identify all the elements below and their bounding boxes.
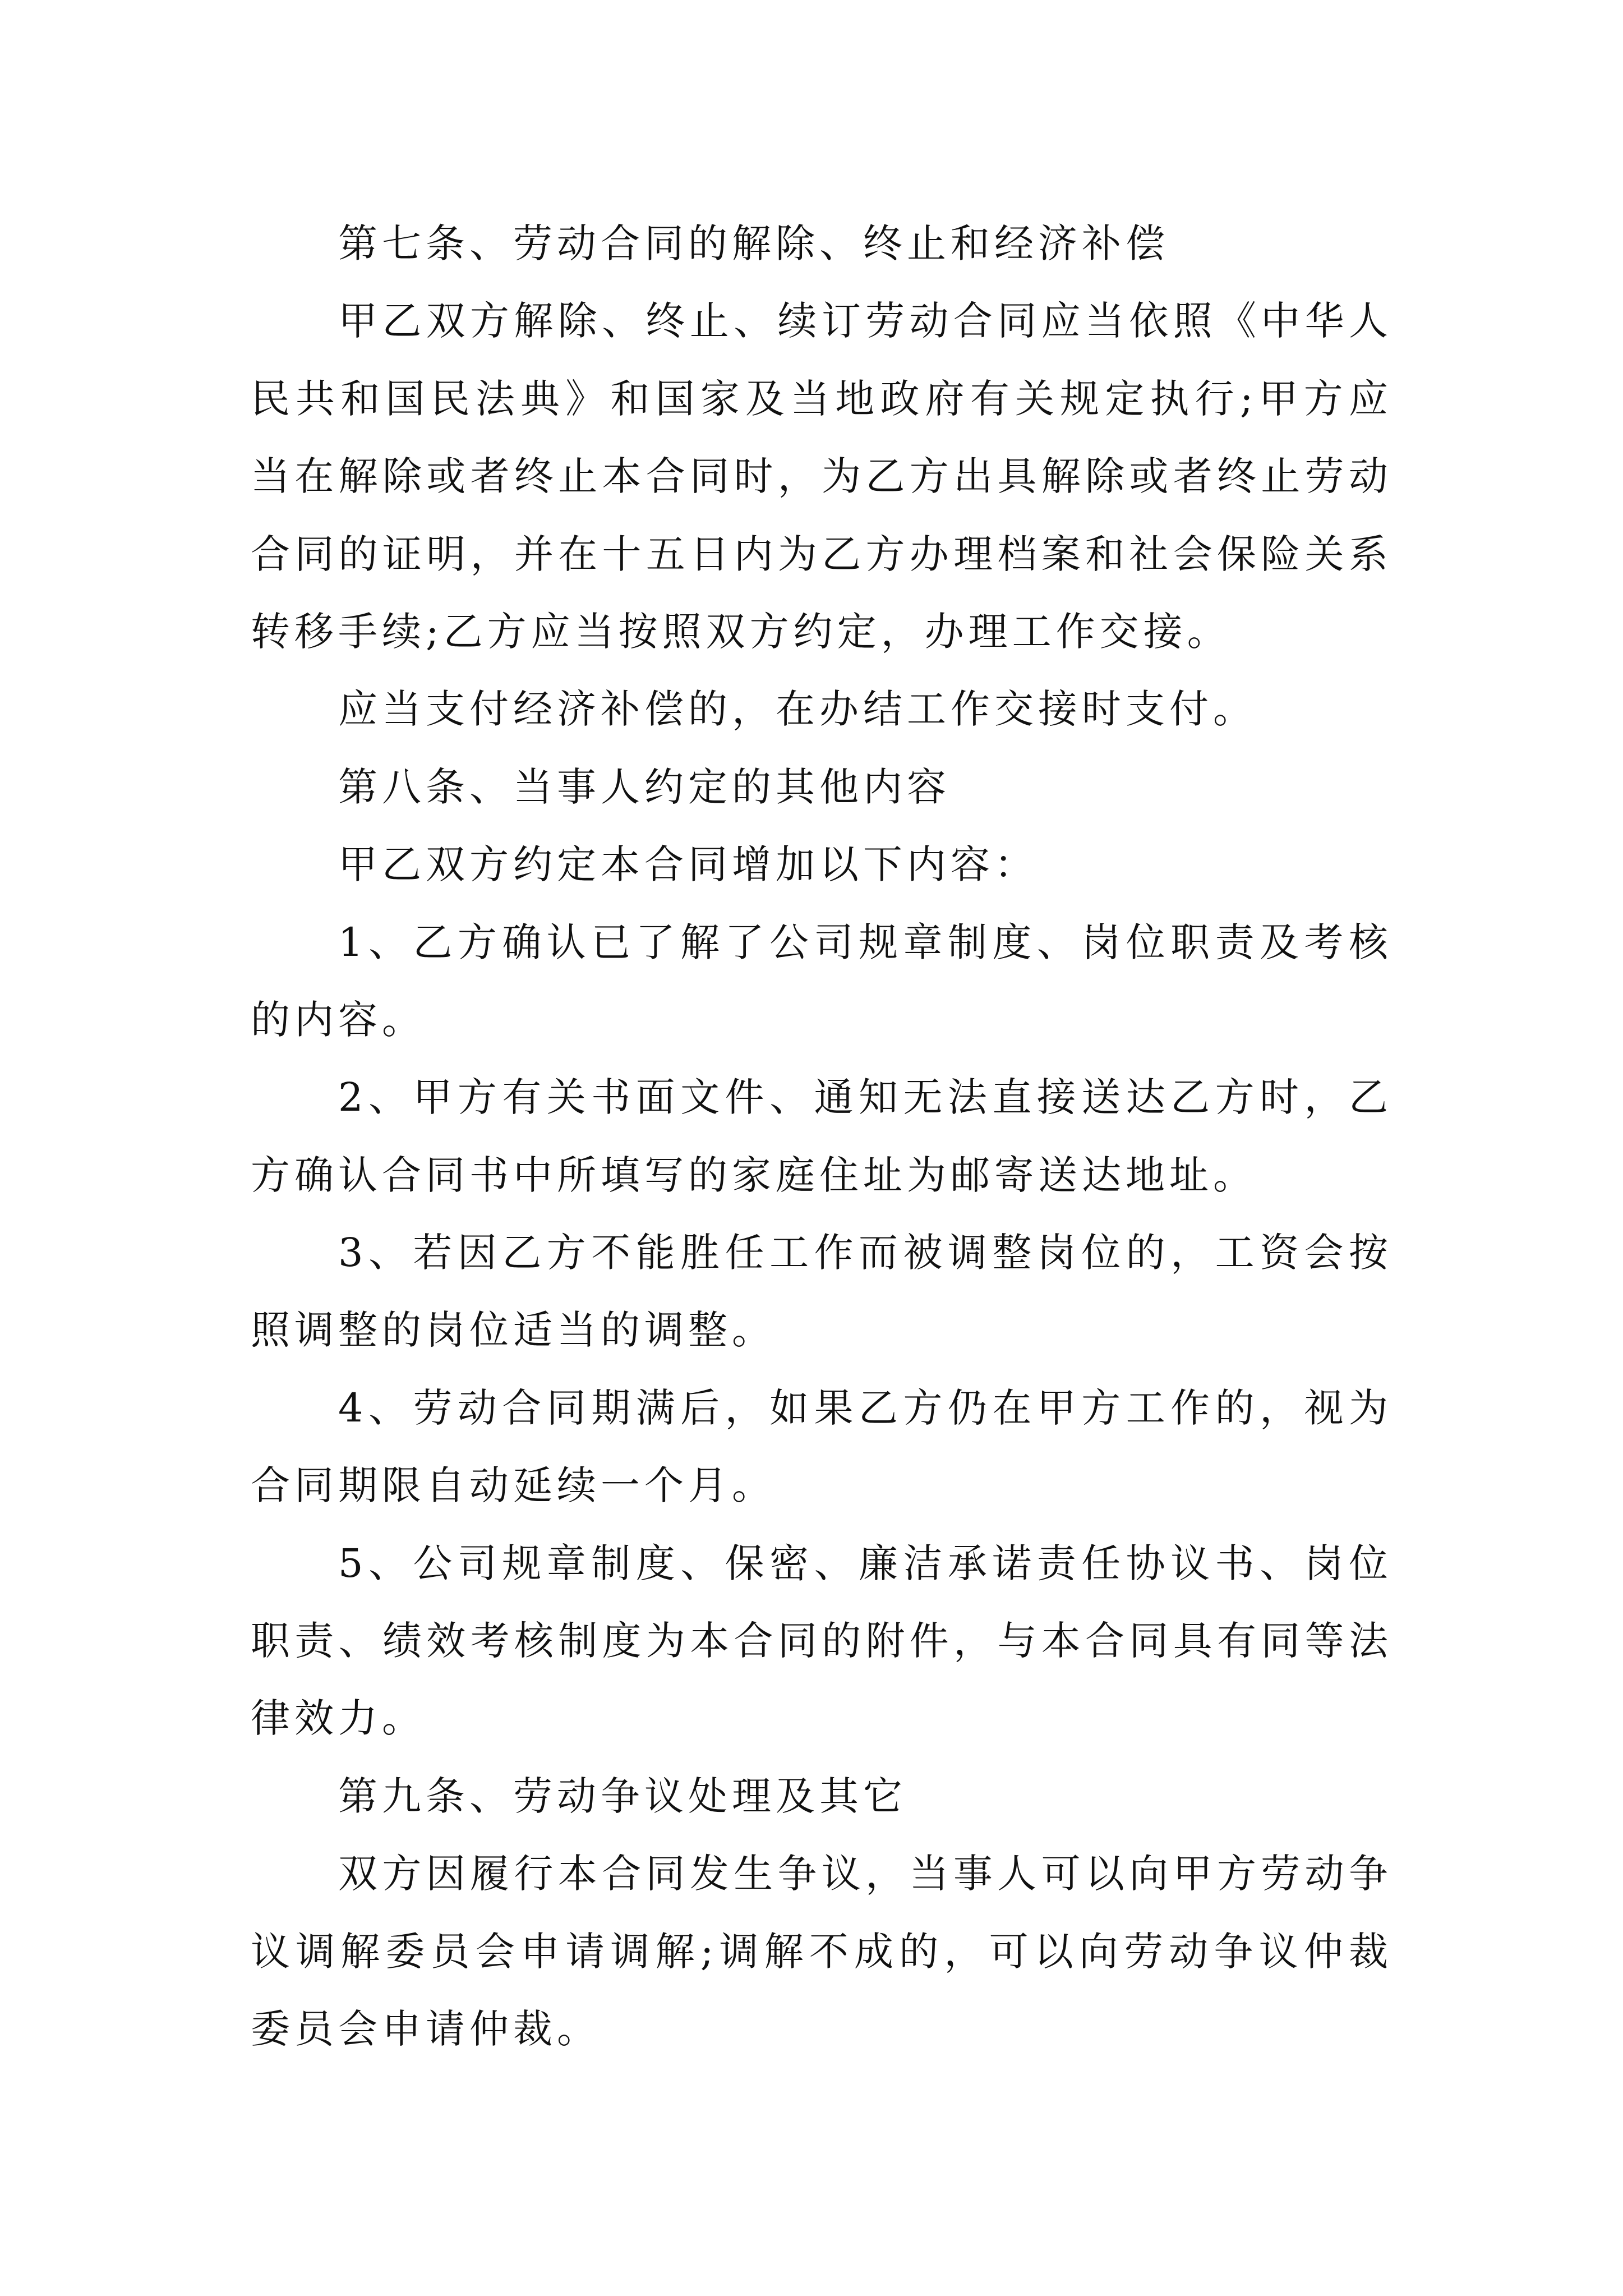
paragraph xyxy=(251,826,1388,903)
text-line: 照调整的岗位适当的调整。 xyxy=(251,1307,776,1354)
text-line: 甲乙双方约定本合同增加以下内容： xyxy=(338,841,1038,888)
text-line: 的内容。 xyxy=(251,996,426,1043)
text-line: 职责、绩效考核制度为本合同的附件，与本合同具有同等法 xyxy=(251,1618,1388,1664)
text-line: 民共和国民法典》和国家及当地政府有关规定执行;甲方应 xyxy=(251,375,1388,422)
text-line: 转移手续;乙方应当按照双方约定，办理工作交接。 xyxy=(251,608,1231,655)
list-item xyxy=(251,1525,1388,1757)
paragraph xyxy=(251,670,1388,748)
text-line: 律效力。 xyxy=(251,1695,426,1742)
paragraph xyxy=(251,282,1388,670)
text-line: 当在解除或者终止本合同时，为乙方出具解除或者终止劳动 xyxy=(251,453,1388,500)
document-body xyxy=(251,205,1388,2068)
paragraph xyxy=(251,1835,1388,2068)
text-line: 委员会申请仲裁。 xyxy=(251,2005,601,2052)
article-8-heading xyxy=(251,748,1388,826)
text-line: 甲乙双方解除、终止、续订劳动合同应当依照《中华人 xyxy=(338,298,1388,344)
text-line: 应当支付经济补偿的，在办结工作交接时支付。 xyxy=(338,686,1257,733)
text-line: 1、乙方确认已了解了公司规章制度、岗位职责及考核 xyxy=(338,919,1388,965)
article-9-heading xyxy=(251,1757,1388,1835)
text-line: 合同期限自动延续一个月。 xyxy=(251,1462,776,1509)
text-line: 议调解委员会申请调解;调解不成的，可以向劳动争议仲裁 xyxy=(251,1928,1388,1975)
list-item xyxy=(251,1214,1388,1369)
text-line: 方确认合同书中所填写的家庭住址为邮寄送达地址。 xyxy=(251,1152,1257,1198)
text-line: 第八条、当事人约定的其他内容 xyxy=(338,763,951,810)
text-line: 3、若因乙方不能胜任工作而被调整岗位的，工资会按 xyxy=(338,1230,1388,1276)
text-line: 2、甲方有关书面文件、通知无法直接送达乙方时，乙 xyxy=(338,1074,1388,1121)
list-item xyxy=(251,1059,1388,1214)
list-item xyxy=(251,904,1388,1059)
list-item xyxy=(251,1369,1388,1525)
text-line: 第七条、劳动合同的解除、终止和经济补偿 xyxy=(338,220,1169,266)
text-line: 双方因履行本合同发生争议，当事人可以向甲方劳动争 xyxy=(338,1851,1388,1897)
text-line: 合同的证明，并在十五日内为乙方办理档案和社会保险关系 xyxy=(251,531,1388,577)
text-line: 5、公司规章制度、保密、廉洁承诺责任协议书、岗位 xyxy=(338,1540,1388,1586)
article-7-heading xyxy=(251,205,1388,282)
text-line: 第九条、劳动争议处理及其它 xyxy=(338,1773,907,1819)
text-line: 4、劳动合同期满后，如果乙方仍在甲方工作的，视为 xyxy=(338,1384,1388,1431)
